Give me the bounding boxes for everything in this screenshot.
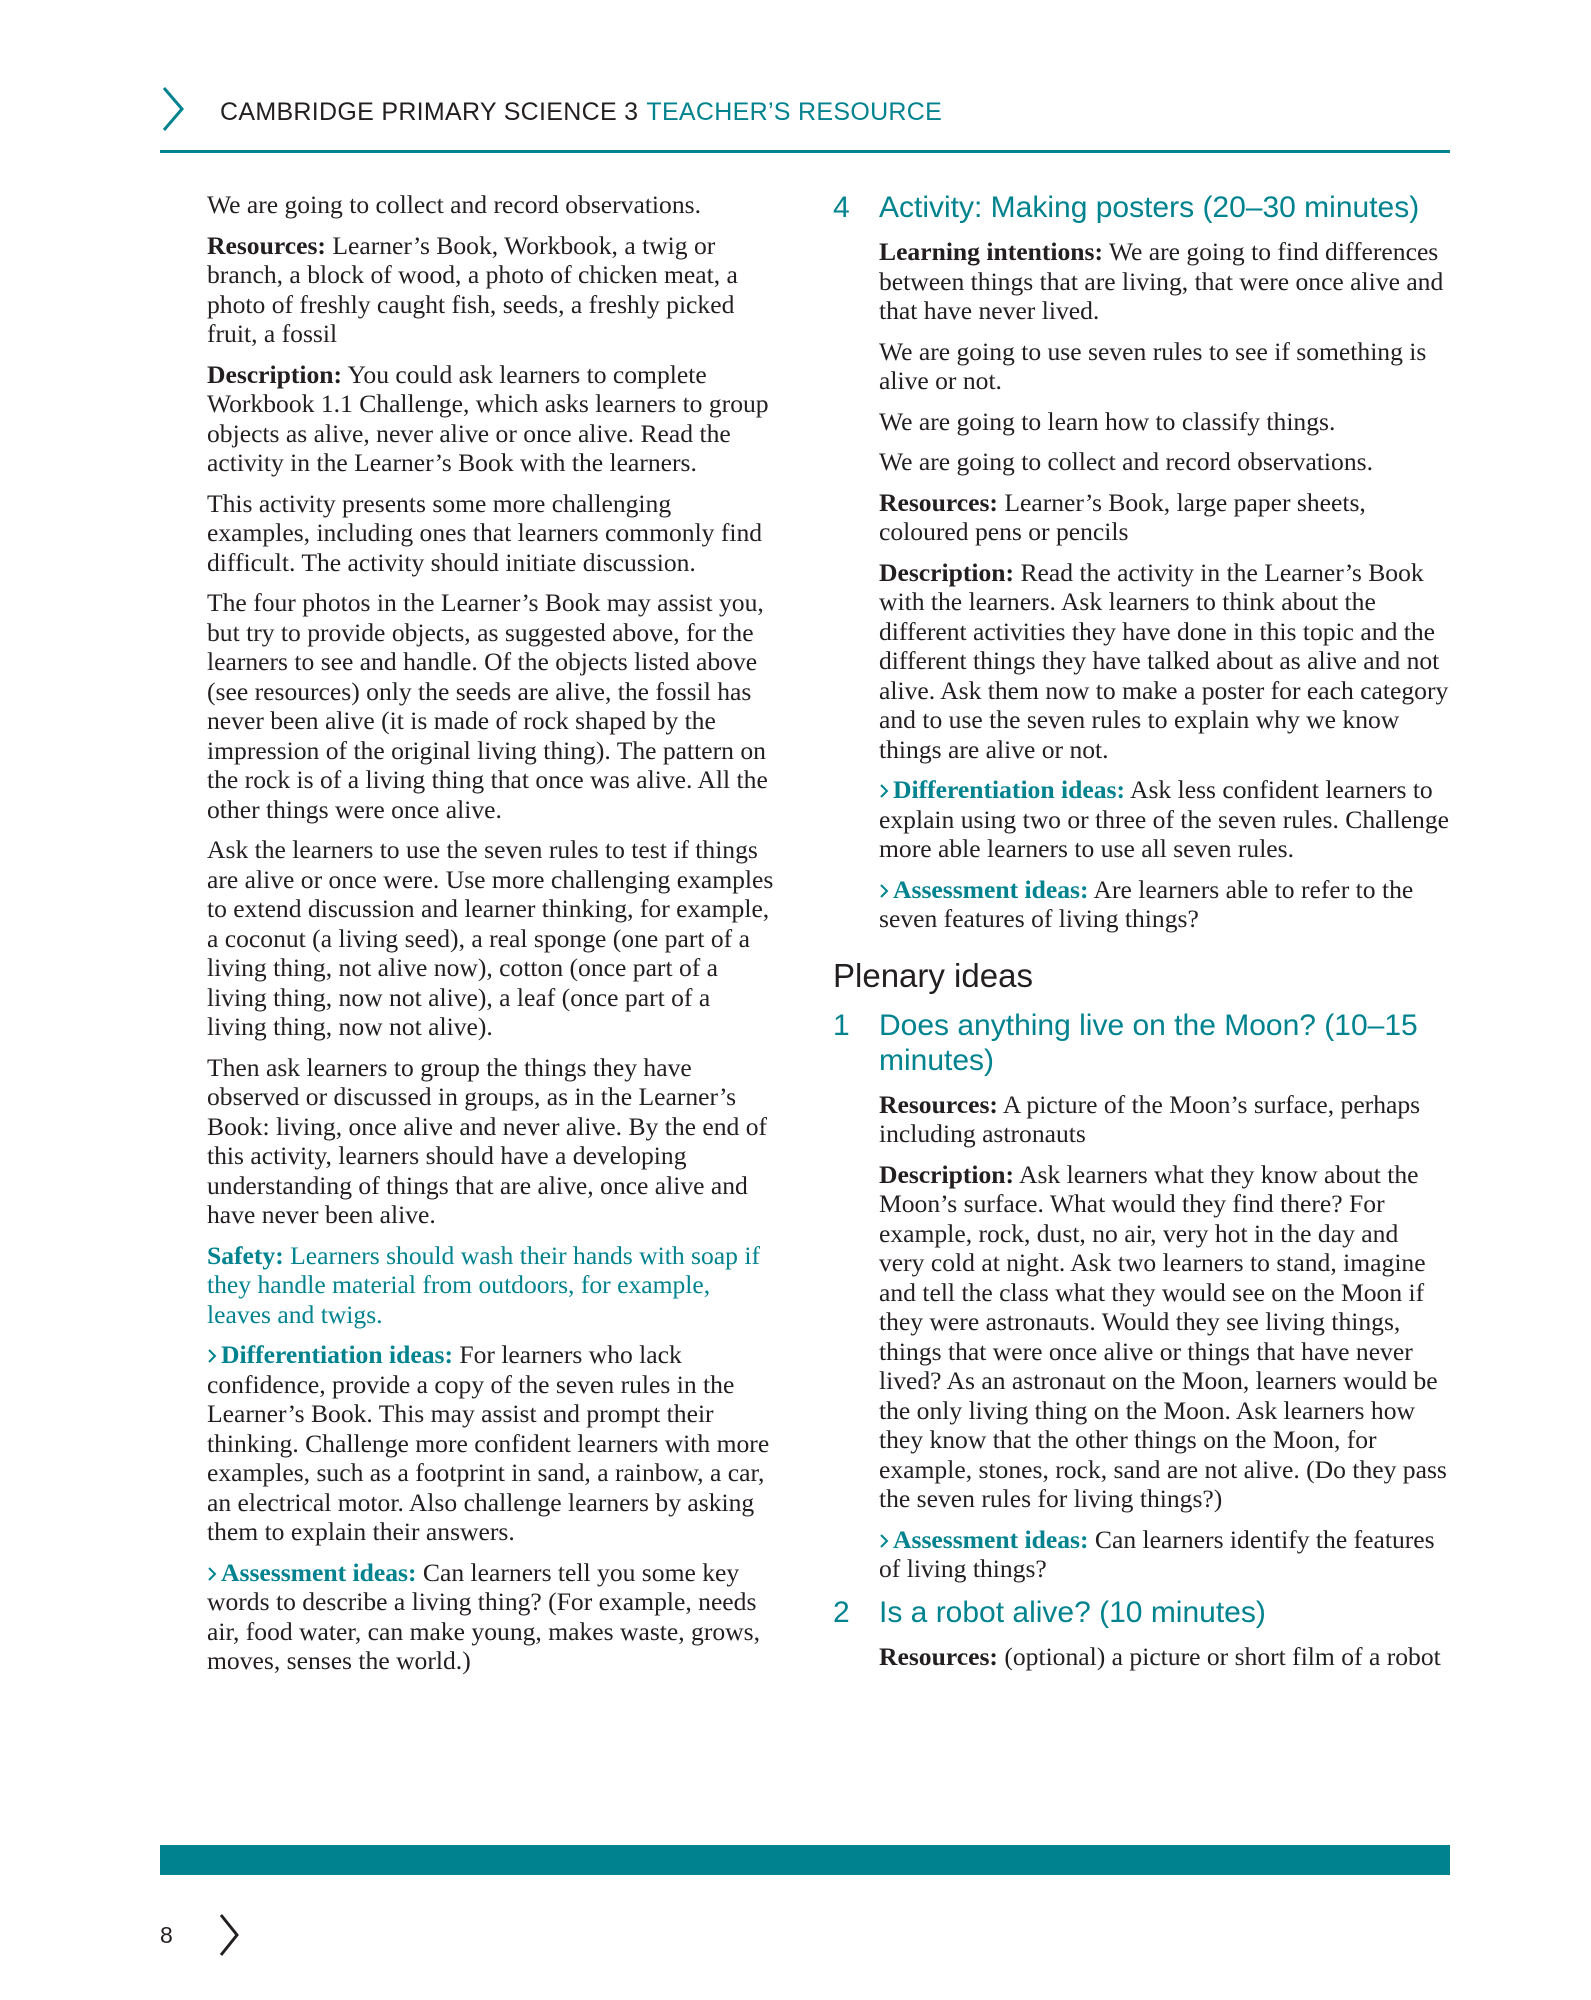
resources-paragraph (879, 1090, 1450, 1149)
assessment-label: Assessment ideas: (893, 1524, 1089, 1554)
resources-text: Learner’s Book, large paper sheets, coloured pens or pencils (879, 487, 1366, 546)
plenary-item-heading (833, 1008, 1450, 1078)
resources-label: Resources: (879, 487, 998, 517)
learning-intentions-text: We are going to find differences between things that are living, that were once alive and that have never lived. (879, 237, 1444, 325)
description-paragraph (207, 360, 775, 478)
chevron-right-icon (879, 883, 889, 899)
description-label: Description: (207, 359, 343, 389)
plenary-item-number: 1 (833, 1008, 850, 1042)
activity-heading (833, 190, 1450, 225)
learning-intentions-paragraph (879, 237, 1450, 326)
plenary-item-heading (833, 1595, 1450, 1630)
resources-text: (optional) a picture or short film of a robot (997, 1641, 1441, 1671)
description-text: You could ask learners to complete Workbook 1.1 Challenge, which asks learners to group objects as alive, never alive or once alive. Read the activity in the Learner’s Book with the learners. (207, 359, 769, 477)
description-text: Read the activity in the Learner’s Book with the learners. Ask learners to think about the different activities they have done in this topic and the different things they have talked about as alive and not alive. Ask them now to make a poster for each category and to use the seven rules to explain why we know things are alive or not. (879, 557, 1449, 764)
page-number: 8 (160, 1922, 173, 1948)
assessment-paragraph (879, 875, 1450, 934)
footer-bar (160, 1845, 1450, 1875)
safety-label: Safety: (207, 1240, 284, 1270)
resource-type: TEACHER’S RESOURCE (646, 98, 943, 126)
chevron-right-icon (207, 1566, 217, 1582)
learning-intention: We are going to learn how to classify things. (879, 406, 1336, 436)
resources-label: Resources: (207, 230, 326, 260)
activity-title: Activity: Making posters (20–30 minutes) (879, 191, 1420, 224)
resources-label: Resources: (879, 1641, 998, 1671)
chevron-right-icon (879, 783, 889, 799)
differentiation-label: Differentiation ideas: (893, 775, 1125, 804)
differentiation-text: Ask less confident learners to explain using two or three of the seven rules. Challenge more able learners to use all seven rules. (879, 775, 1450, 863)
resources-paragraph (879, 488, 1450, 547)
description-paragraph (879, 1160, 1450, 1514)
differentiation-label: Differentiation ideas: (221, 1340, 453, 1369)
differentiation-text: For learners who lack confidence, provide a copy of the seven rules in the Learner’s Book. This may assist and prompt their thinking. Challenge more confident learners with more examples, such as a footprint in sand, a rainbow, a car, an electrical motor. Also challenge learners by asking them to explain their answers. (207, 1340, 770, 1546)
learning-intention: We are going to use seven rules to see if something is alive or not. (879, 336, 1427, 395)
activity-number: 4 (833, 191, 850, 224)
description-label: Description: (879, 557, 1015, 587)
description-text: Ask learners what they know about the Moon’s surface. What would they find there? For example, rock, dust, no air, very hot in the day and very cold at night. Ask two learners to stand, imagine and tell the class what they would see on the Moon if they were astronauts. Would they see living things, things that were once alive or things that have never lived? As an astronaut on the Moon, learners would be the only living thing on the Moon. Ask learners how they know that the other things on the Moon, for example, stones, rock, sand are not alive. (Do they pass the seven rules for living things?) (879, 1159, 1447, 1513)
resources-paragraph (207, 231, 775, 349)
resources-text: Learner’s Book, Workbook, a twig or branch, a block of wood, a photo of chicken meat, a photo of freshly caught fish, seeds, a freshly picked fruit, a fossil (207, 230, 738, 348)
learning-intention: We are going to collect and record observations. (879, 447, 1373, 476)
assessment-paragraph (879, 1525, 1450, 1584)
page-header (160, 84, 1450, 153)
differentiation-paragraph (207, 1340, 775, 1547)
assessment-label: Assessment ideas: (893, 874, 1089, 904)
plenary-heading: Plenary ideas (833, 956, 1033, 994)
assessment-text: Can learners tell you some key words to describe a living thing? (For example, needs air, food water, can make young, makes waste, grows, moves, senses the world.) (207, 1557, 761, 1675)
intro-text: We are going to collect and record observations. (207, 190, 701, 219)
assessment-label: Assessment ideas: (221, 1557, 417, 1587)
right-column (833, 190, 1450, 1682)
series-title: CAMBRIDGE PRIMARY SCIENCE 3 (220, 98, 639, 126)
assessment-text: Are learners able to refer to the seven features of living things? (879, 874, 1414, 933)
plenary-item-number: 2 (833, 1595, 850, 1629)
resources-text: A picture of the Moon’s surface, perhaps including astronauts (879, 1089, 1421, 1148)
resources-label: Resources: (879, 1089, 998, 1119)
header-title (220, 98, 942, 127)
plenary-item-title: Is a robot alive? (10 minutes) (879, 1595, 1266, 1629)
learning-intentions-label: Learning intentions: (879, 237, 1103, 266)
safety-text: Learners should wash their hands with soap if they handle material from outdoors, for example, leaves and twigs. (207, 1240, 760, 1329)
left-column (207, 190, 775, 1687)
safety-note (207, 1241, 775, 1330)
resources-paragraph (879, 1642, 1450, 1672)
body-paragraph: Then ask learners to group the things they have observed or discussed in groups, as in the Learner’s Book: living, once alive and never alive. By the end of this activity, learners should have a developing understanding of things that are alive, once alive and have never been alive. (207, 1052, 768, 1229)
chevron-right-icon (218, 1912, 240, 1958)
body-paragraph: This activity presents some more challenging examples, including ones that learners commonly find difficult. The activity should initiate discussion. (207, 488, 763, 577)
description-label: Description: (879, 1159, 1015, 1189)
chevron-right-icon (879, 1533, 889, 1549)
assessment-text: Can learners identify the features of living things? (879, 1524, 1435, 1583)
description-paragraph (879, 558, 1450, 765)
body-paragraph: The four photos in the Learner’s Book may assist you, but try to provide objects, as suggested above, for the learners to see and handle. Of the objects listed above (see resources) only the seeds are alive, the fossil has never been alive (it is made of rock shaped by the impression of the original living thing). The pattern on the rock is of a living thing that once was alive. All the other things were once alive. (207, 588, 768, 824)
chevron-right-icon (207, 1348, 217, 1364)
assessment-paragraph (207, 1558, 775, 1676)
plenary-item-title: Does anything live on the Moon? (10–15 minutes) (879, 1008, 1418, 1077)
chevron-right-icon (160, 84, 186, 134)
differentiation-paragraph (879, 775, 1450, 864)
body-paragraph: Ask the learners to use the seven rules to test if things are alive or once were. Use more challenging examples to extend discussion and learner thinking, for example, a coconut (a living seed), a real sponge (one part of a living thing, not alive now), cotton (once part of a living thing, now not alive), a leaf (once part of a living thing, now not alive). (207, 835, 774, 1041)
